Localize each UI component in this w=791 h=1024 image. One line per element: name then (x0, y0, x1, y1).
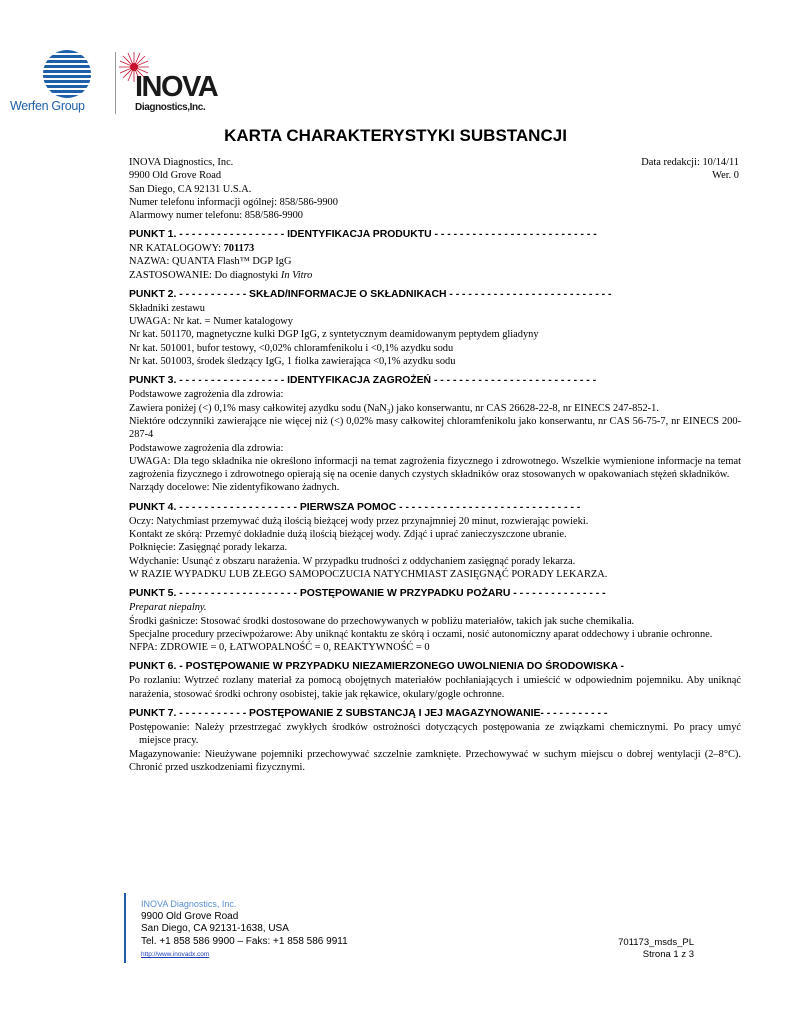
revision-date: Data redakcji: 10/14/11 (641, 157, 739, 168)
document-title: KARTA CHARAKTERYSTYKI SUBSTANCJI (224, 126, 567, 145)
list-item: Nr kat. 501001, bufor testowy, <0,02% chloramfenikolu i <0,1% azydku sodu (129, 342, 454, 354)
section-2 (129, 288, 741, 368)
page-footer (124, 893, 694, 963)
handling-info: Postępowanie: Należy przestrzegać zwykłych środków ostrożności dotyczących postępowania ze związkami chemicznymi. Po pracy umyć miejsce pracy. (129, 722, 741, 747)
section-1-title: PUNKT 1. - - - - - - - - - - - - - - - - - IDENTYFIKACJA PRODUKTU - - - - - - - - - - - - - - - - - - - - - - - - - - (129, 229, 597, 240)
footer-accent-bar (124, 893, 126, 963)
list-item: Wdychanie: Usunąć z obszaru narażenia. W przypadku trudności z oddychaniem zasięgnąć porady lekarza. (129, 555, 576, 567)
document-body (129, 156, 741, 774)
section-6-title: PUNKT 6. - POSTĘPOWANIE W PRZYPADKU NIEZAMIERZONEGO UWOLNIENIA DO ŚRODOWISKA - (129, 661, 624, 673)
catalog-value: 701173 (223, 243, 255, 254)
logo-divider (115, 52, 116, 114)
logo-area (0, 0, 240, 120)
werfen-logo-text: Werfen Group (10, 99, 85, 113)
sodium-azide-info: Zawiera poniżej (<) 0,1% masy całkowitej azydku sodu (NaN$_3$) jako konserwantu, nr CAS 26628-22-8, nr EINECS 247-852-1. (129, 402, 659, 416)
inova-logo-subtext: Diagnostics,Inc. (135, 102, 206, 113)
section-6 (129, 660, 741, 701)
revision-info (641, 156, 739, 183)
company-name: INOVA Diagnostics, Inc. (129, 157, 234, 168)
footer-doc-info (618, 937, 694, 960)
header-block (129, 156, 741, 222)
list-item: Kontakt ze skórą: Przemyć dokładnie dużą ilością bieżącej wody. Zdjąć i uprać zanieczyszczone ubranie. (129, 529, 567, 541)
section-3-title: PUNKT 3. - - - - - - - - - - - - - - - - - IDENTYFIKACJA ZAGROŻEŃ - - - - - - - - - - - - - - - - - - - - - - - - - - (129, 375, 597, 387)
footer-phone: Tel. +1 858 586 9900 – Faks: +1 858 586 9911 (141, 935, 348, 947)
non-flammable-note: Preparat niepalny. (129, 602, 207, 614)
phone-general: Numer telefonu informacji ogólnej: 858/586-9900 (129, 196, 338, 208)
health-hazards-label-2: Podstawowe zagrożenia dla zdrowia: (129, 442, 284, 454)
list-item: Nr kat. 501003, środek śledzący IgG, 1 fiolka zawierająca <0,1% azydku sodu (129, 356, 456, 368)
company-address (129, 156, 338, 222)
spill-procedure: Po rozlaniu: Wytrzeć rozlany materiał za pomocą obojętnych materiałów pochłaniających i umieścić w odpowiednim pojemniku. Aby uniknąć narażenia, stosować środki ochrony osobistej, takie jak rękawice, okulary/gogle ochronne. (129, 675, 741, 700)
product-name: NAZWA: QUANTA Flash™ DGP IgG (129, 256, 292, 268)
address-line-2: San Diego, CA 92131 U.S.A. (129, 183, 252, 195)
firefighting-procedures: Specjalne procedury przeciwpożarowe: Aby uniknąć kontaktu ze skórą i oczami, nosić autonomiczny aparat oddechowy i ubranie ochronne. (129, 628, 713, 640)
section-4-title: PUNKT 4. - - - - - - - - - - - - - - - - - - - PIERWSZA POMOC - - - - - - - - - - - - - - - - - - - - - - - - - - - - - (129, 501, 581, 513)
page-number: Strona 1 z 3 (642, 948, 694, 960)
address-line-1: 9900 Old Grove Road (129, 170, 222, 182)
list-item: Składniki zestawu (129, 302, 205, 314)
target-organs: Narządy docelowe: Nie zidentyfikowano żadnych. (129, 482, 340, 494)
section-4 (129, 501, 741, 581)
list-item: Nr kat. 501170, magnetyczne kulki DGP IgG, z syntetycznym deamidowanym peptydem gliadyny (129, 329, 539, 341)
footer-address-2: San Diego, CA 92131-1638, USA (141, 923, 289, 934)
werfen-globe-icon (42, 49, 92, 99)
footer-address (141, 898, 348, 961)
version: Wer. 0 (712, 170, 739, 182)
document-code: 701173_msds_PL (618, 937, 694, 948)
phone-alarm: Alarmowy numer telefonu: 858/586-9900 (129, 210, 304, 222)
chloramphenicol-info: Niektóre odczynniki zawierające nie więcej niż (<) 0,02% masy całkowitej chloramfenikolu jako konserwantu, nr CAS 56-75-7, nr EINECS 200-287-4 (129, 415, 741, 441)
list-item: UWAGA: Nr kat. = Numer katalogowy (129, 316, 293, 328)
section-5-title: PUNKT 5. - - - - - - - - - - - - - - - - - - - POSTĘPOWANIE W PRZYPADKU POŻARU - - - - - - - - - - - - - - - (129, 588, 606, 600)
hazard-note: UWAGA: Dla tego składnika nie określono informacji na temat zagrożenia fizycznego i zdrowotnego. Wszelkie wymienione informacje na temat zagrożenia fizycznego i zdrowotnego opierają się na ocenie danych czystych składników oraz stosowanych w opakowaniach stężeń składników. (129, 455, 741, 481)
list-item: Połknięcie: Zasięgnąć porady lekarza. (129, 542, 288, 554)
section-3 (129, 374, 741, 494)
footer-website-link[interactable]: http://www.inovadx.com (141, 951, 210, 958)
footer-company: INOVA Diagnostics, Inc. (141, 899, 237, 909)
list-item: W RAZIE WYPADKU LUB ZŁEGO SAMOPOCZUCIA NATYCHMIAST ZASIĘGNĄĆ PORADY LEKARZA. (129, 568, 608, 580)
section-2-title: PUNKT 2. - - - - - - - - - - - SKŁAD/INFORMACJE O SKŁADNIKACH - - - - - - - - - - - - - - - - - - - - - - - - - - (129, 288, 612, 300)
storage-info: Magazynowanie: Nieużywane pojemniki przechowywać szczelnie zamknięte. Przechowywać w suchym miejscu o dobrej wentylacji (2–8°C). Chronić przed uszkodzeniami fizycznymi. (129, 748, 741, 773)
extinguishing-media: Środki gaśnicze: Stosować środki dostosowane do przechowywanych w pobliżu materiałów, takich jak suche chemikalia. (129, 615, 635, 627)
nfpa-rating: NFPA: ZDROWIE = 0, ŁATWOPALNOŚĆ = 0, REAKTYWNOŚĆ = 0 (129, 642, 430, 654)
section-5 (129, 587, 741, 654)
section-7-title: PUNKT 7. - - - - - - - - - - - POSTĘPOWANIE Z SUBSTANCJĄ I JEJ MAGAZYNOWANIE- - - - - - - - - - - (129, 708, 608, 720)
health-hazards-label: Podstawowe zagrożenia dla zdrowia: (129, 389, 284, 401)
list-item: Oczy: Natychmiast przemywać dużą ilością bieżącej wody przez przynajmniej 20 minut, rozwierając powieki. (129, 515, 589, 527)
inova-logo-text: INOVA (135, 71, 218, 103)
catalog-number: NR KATALOGOWY: 701173 (129, 243, 255, 254)
footer-address-1: 9900 Old Grove Road (141, 910, 239, 922)
product-use: ZASTOSOWANIE: Do diagnostyki In Vitro (129, 269, 313, 281)
section-1 (129, 228, 741, 282)
section-7 (129, 707, 741, 774)
